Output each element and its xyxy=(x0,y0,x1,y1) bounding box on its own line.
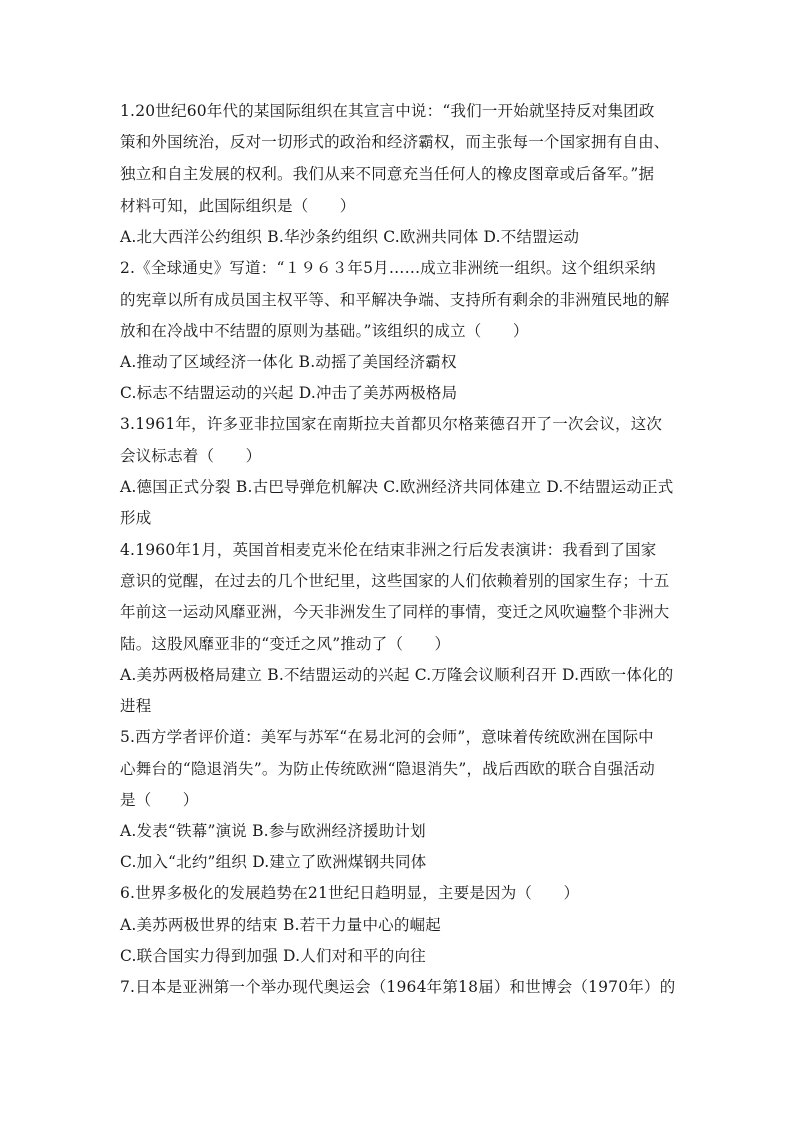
question-2-line-3: 放和在冷战中不结盟的原则为基础。”该组织的成立（ ） xyxy=(120,322,529,340)
question-1-line-3: 独立和自主发展的权利。我们从来不同意充当任何人的橡皮图章或后备军。”据 xyxy=(120,165,655,183)
question-1-line-4: 材料可知，此国际组织是（ ） xyxy=(120,197,356,215)
question-6-options-cd: C.联合国实力得到加强 D.人们对和平的向往 xyxy=(120,947,426,965)
question-3-options: A.德国正式分裂 B.古巴导弹危机解决 C.欧洲经济共同体建立 D.不结盟运动正式 xyxy=(120,478,674,496)
question-4-line-3: 年前这一运动风靡亚洲，今天非洲发生了同样的事情，变迁之风吹遍整个非洲大 xyxy=(120,603,670,621)
question-3-options-wrap: 形成 xyxy=(120,509,152,527)
question-3-line-1: 3.1961年，许多亚非拉国家在南斯拉夫首都贝尔格莱德召开了一次会议，这次 xyxy=(120,415,663,433)
question-4-line-1: 4.1960年1月，英国首相麦克米伦在结束非洲之行后发表演讲：我看到了国家 xyxy=(120,541,657,559)
question-2-line-1: 2.《全球通史》写道：“１９６３年5月……成立非洲统一组织。这个组织采纳 xyxy=(120,259,656,277)
question-6-line-1: 6.世界多极化的发展趋势在21世纪日趋明显，主要是因为（ ） xyxy=(120,884,580,902)
question-6-options-ab: A.美苏两极世界的结束 B.若干力量中心的崛起 xyxy=(120,916,441,934)
question-5-options-cd: C.加入“北约”组织 D.建立了欧洲煤钢共同体 xyxy=(120,853,427,871)
question-4-options: A.美苏两极格局建立 B.不结盟运动的兴起 C.万隆会议顺利召开 D.西欧一体化的 xyxy=(120,666,674,684)
question-4-line-2: 意识的觉醒，在过去的几个世纪里，这些国家的人们依赖着别的国家生存；十五 xyxy=(120,572,670,590)
question-2-options-cd: C.标志不结盟运动的兴起 D.冲击了美苏两极格局 xyxy=(120,384,458,402)
question-7-line-1: 7.日本是亚洲第一个举办现代奥运会（1964年第18届）和世博会（1970年）的 xyxy=(120,978,676,996)
question-1-line-2: 策和外国统治，反对一切形式的政治和经济霸权，而主张每一个国家拥有自由、 xyxy=(120,133,670,151)
question-2-options-ab: A.推动了区域经济一体化 B.动摇了美国经济霸权 xyxy=(120,353,457,371)
question-5-line-3: 是（ ） xyxy=(120,791,199,809)
question-5-line-2: 心舞台的“隐退消失”。为防止传统欧洲“隐退消失”，战后西欧的联合自强活动 xyxy=(120,760,655,778)
question-1-options: A.北大西洋公约组织 B.华沙条约组织 C.欧洲共同体 D.不结盟运动 xyxy=(120,228,580,246)
question-4-line-4: 陆。这股风靡亚非的“变迁之风”推动了（ ） xyxy=(120,635,451,653)
question-4-options-wrap: 进程 xyxy=(120,697,152,715)
question-2-line-2: 的宪章以所有成员国主权平等、和平解决争端、支持所有剩余的非洲殖民地的解 xyxy=(120,291,670,309)
question-3-line-2: 会议标志着（ ） xyxy=(120,447,262,465)
question-5-line-1: 5.西方学者评价道：美军与苏军“在易北河的会师”，意味着传统欧洲在国际中 xyxy=(120,728,654,746)
question-1-line-1: 1.20世纪60年代的某国际组织在其宣言中说：“我们一开始就坚持反对集团政 xyxy=(120,102,655,120)
question-5-options-ab: A.发表“铁幕”演说 B.参与欧洲经济援助计划 xyxy=(120,822,426,840)
